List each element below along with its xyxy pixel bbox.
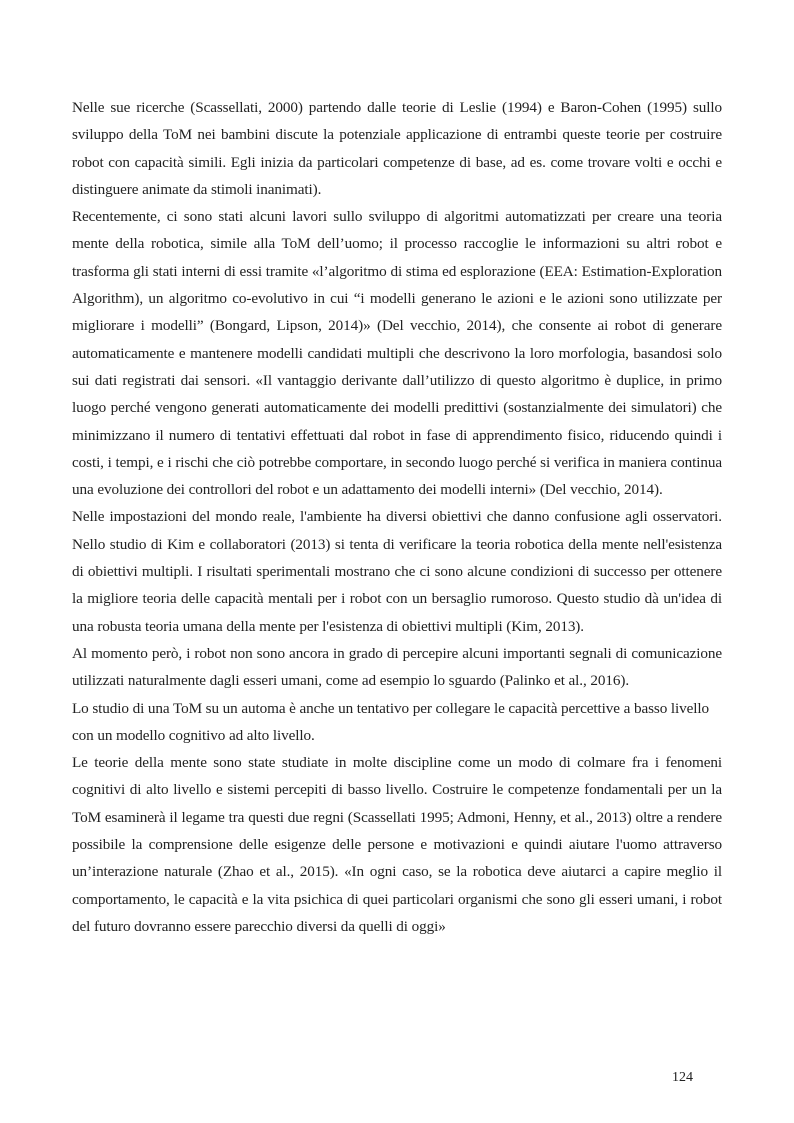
paragraph-theories-of-mind: Le teorie della mente sono state studiate in molte discipline come un modo di colmare fra i fenomeni cognitivi di alto livello e sistemi percepiti di basso livello. Costruire le competenze fondamentali per un la ToM esaminerà il legame tra questi due regni (Scassellati 1995; Admoni, Henny, et al., 2013) oltre a rendere possibile la comprensione delle esigenze delle persone e motivazioni e quindi aiutare l'uomo attraverso un’interazione naturale (Zhao et al., 2015). «In ogni caso, se la robotica deve aiutarci a capire meglio il comportamento, le capacità e la vita psichica di quei particolari organismi che sono gli esseri umani, i robot del futuro dovranno essere parecchio diversi da quelli di oggi» bbox=[72, 754, 722, 935]
document-body bbox=[72, 94, 722, 940]
paragraph-tom-automaton: Lo studio di una ToM su un automa è anche un tentativo per collegare le capacità percettive a basso livello con un modello cognitivo ad alto livello. bbox=[72, 699, 710, 744]
page-number: 124 bbox=[672, 1070, 693, 1085]
paragraph-gaze-signals: Al momento però, i robot non sono ancora in grado di percepire alcuni importanti segnali di comunicazione utilizzati naturalmente dagli esseri umani, come ad esempio lo sguardo (Palinko et al., 2016). bbox=[72, 644, 722, 690]
paragraph-multiple-goals: Nelle impostazioni del mondo reale, l'ambiente ha diversi obiettivi che danno confusione agli osservatori. Nello studio di Kim e collaboratori (2013) si tenta di verificare la teoria robotica della mente nell'esistenza di obiettivi multipli. I risultati sperimentali mostrano che ci sono alcune condizioni di successo per ottenere la migliore teoria delle capacità mentali per i robot con un bersaglio rumoroso. Questo studio dà un'idea di una robusta teoria umana della mente per l'esistenza di obiettivi multipli (Kim, 2013). bbox=[72, 508, 722, 635]
paragraph-scassellati: Nelle sue ricerche (Scassellati, 2000) partendo dalle teorie di Leslie (1994) e Baron-Cohen (1995) sullo sviluppo della ToM nei bambini discute la potenziale applicazione di entrambi queste teorie per costruire robot con capacità simili. Egli inizia da particolari competenze di base, ad es. come trovare volti e occhi e distinguere animate da stimoli inanimati). bbox=[72, 99, 722, 198]
paragraph-eea-algorithm: Recentemente, ci sono stati alcuni lavori sullo sviluppo di algoritmi automatizzati per creare una teoria mente della robotica, simile alla ToM dell’uomo; il processo raccoglie le informazioni su altri robot e trasforma gli stati interni di essi tramite «l’algoritmo di stima ed esplorazione (EEA: Estimation-Exploration Algorithm), un algoritmo co-evolutivo in cui “i modelli generano le azioni e le azioni sono utilizzate per migliorare i modelli” (Bongard, Lipson, 2014)» (Del vecchio, 2014), che consente ai robot di generare automaticamente e mantenere modelli candidati multipli che descrivono la loro morfologia, basandosi solo sui dati registrati dai sensori. «Il vantaggio derivante dall’utilizzo di questo algoritmo è duplice, in primo luogo perché vengono generati automaticamente dei modelli predittivi (sostanzialmente dei simulatori) che minimizzano il numero di tentativi effettuati dal robot in fase di apprendimento fisico, riducendo quindi i costi, i tempi, e i rischi che ciò potrebbe comportare, in secondo luogo perché si verifica in maniera continua una evoluzione dei controllori del robot e un adattamento dei modelli interni» (Del vecchio, 2014). bbox=[72, 208, 722, 499]
